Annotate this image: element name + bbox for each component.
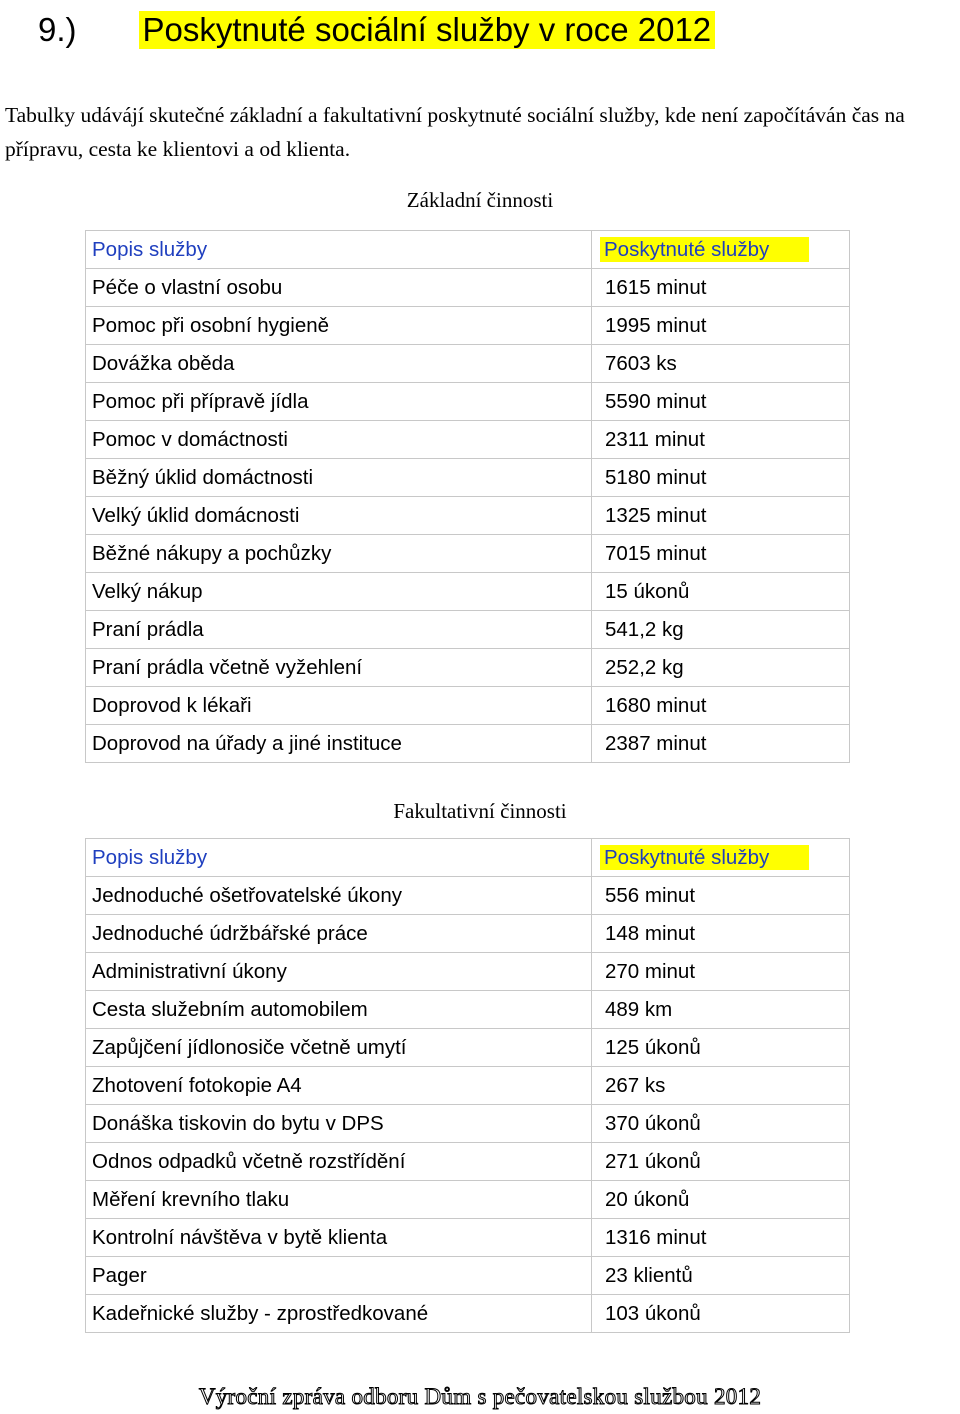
service-value: 7603 ks [592, 345, 850, 383]
table-row [86, 383, 850, 421]
service-description: Pomoc při přípravě jídla [86, 383, 592, 421]
table-row [86, 421, 850, 459]
table-row [86, 725, 850, 763]
table-header-row [86, 231, 850, 269]
service-value: 252,2 kg [592, 649, 850, 687]
table-row [86, 345, 850, 383]
optional-services-table [85, 838, 850, 1333]
service-description: Kadeřnické služby - zprostředkované [86, 1295, 592, 1333]
service-description: Pager [86, 1257, 592, 1295]
service-description: Doprovod k lékaři [86, 687, 592, 725]
service-description: Dovážka oběda [86, 345, 592, 383]
service-value: 1680 minut [592, 687, 850, 725]
table-row [86, 953, 850, 991]
service-value: 270 minut [592, 953, 850, 991]
table-row [86, 915, 850, 953]
table-row [86, 1295, 850, 1333]
table-row [86, 573, 850, 611]
service-description: Běžné nákupy a pochůzky [86, 535, 592, 573]
service-description: Praní prádla včetně vyžehlení [86, 649, 592, 687]
table-row [86, 1219, 850, 1257]
service-value: 20 úkonů [592, 1181, 850, 1219]
service-value: 1615 minut [592, 269, 850, 307]
service-description: Zapůjčení jídlonosiče včetně umytí [86, 1029, 592, 1067]
service-description: Běžný úklid domáctnosti [86, 459, 592, 497]
service-description: Pomoc v domáctnosti [86, 421, 592, 459]
service-description: Praní prádla [86, 611, 592, 649]
service-value: 1325 minut [592, 497, 850, 535]
service-description: Cesta služebním automobilem [86, 991, 592, 1029]
table-row [86, 1067, 850, 1105]
service-value: 1995 minut [592, 307, 850, 345]
table-row [86, 497, 850, 535]
header-description: Popis služby [86, 839, 592, 877]
service-value: 5590 minut [592, 383, 850, 421]
footer-text: Výroční zpráva odboru Dům s pečovatelskou službou 2012 [198, 1384, 762, 1409]
table-row [86, 459, 850, 497]
intro-paragraph: Tabulky udávájí skutečné základní a fakultativní poskytnuté sociální služby, kde není započítáván čas na přípravu, cesta ke klientovi a od klienta. [5, 103, 905, 161]
service-description: Donáška tiskovin do bytu v DPS [86, 1105, 592, 1143]
service-value: 1316 minut [592, 1219, 850, 1257]
basic-services-table [85, 230, 850, 763]
header-description: Popis služby [86, 231, 592, 269]
service-value: 541,2 kg [592, 611, 850, 649]
service-description: Velký nákup [86, 573, 592, 611]
service-description: Pomoc při osobní hygieně [86, 307, 592, 345]
service-value: 370 úkonů [592, 1105, 850, 1143]
optional-section-title: Fakultativní činnosti [393, 799, 567, 823]
page-heading [38, 8, 715, 52]
service-value: 15 úkonů [592, 573, 850, 611]
page-title: Poskytnuté sociální služby v roce 2012 [139, 11, 716, 49]
service-value: 103 úkonů [592, 1295, 850, 1333]
table-row [86, 687, 850, 725]
service-description: Administrativní úkony [86, 953, 592, 991]
service-description: Péče o vlastní osobu [86, 269, 592, 307]
table-header-row [86, 839, 850, 877]
service-description: Jednoduché údržbářské práce [86, 915, 592, 953]
service-value: 2311 minut [592, 421, 850, 459]
service-value: 125 úkonů [592, 1029, 850, 1067]
service-value: 556 minut [592, 877, 850, 915]
service-description: Jednoduché ošetřovatelské úkony [86, 877, 592, 915]
table-row [86, 877, 850, 915]
service-value: 271 úkonů [592, 1143, 850, 1181]
section-number: 9.) [38, 11, 77, 48]
service-description: Velký úklid domácnosti [86, 497, 592, 535]
table-row [86, 1257, 850, 1295]
table-row [86, 1105, 850, 1143]
table-row [86, 307, 850, 345]
basic-section-title: Základní činnosti [406, 188, 554, 212]
service-description: Kontrolní návštěva v bytě klienta [86, 1219, 592, 1257]
table-row [86, 535, 850, 573]
table-row [86, 269, 850, 307]
header-provided-cell [592, 231, 850, 269]
table-row [86, 611, 850, 649]
service-value: 7015 minut [592, 535, 850, 573]
header-provided: Poskytnuté služby [600, 845, 809, 870]
table-row [86, 1029, 850, 1067]
table-row [86, 1143, 850, 1181]
service-value: 489 km [592, 991, 850, 1029]
table-row [86, 649, 850, 687]
header-provided-cell [592, 839, 850, 877]
table-row [86, 1181, 850, 1219]
service-value: 267 ks [592, 1067, 850, 1105]
service-description: Měření krevního tlaku [86, 1181, 592, 1219]
service-description: Zhotovení fotokopie A4 [86, 1067, 592, 1105]
service-value: 23 klientů [592, 1257, 850, 1295]
service-value: 148 minut [592, 915, 850, 953]
service-value: 5180 minut [592, 459, 850, 497]
header-provided: Poskytnuté služby [600, 237, 809, 262]
service-description: Odnos odpadků včetně rozstřídění [86, 1143, 592, 1181]
service-description: Doprovod na úřady a jiné instituce [86, 725, 592, 763]
service-value: 2387 minut [592, 725, 850, 763]
table-row [86, 991, 850, 1029]
